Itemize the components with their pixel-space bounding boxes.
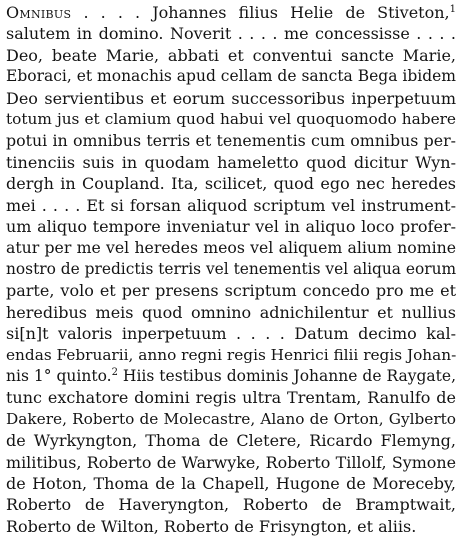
- text-line-2: salutem in domino. Noverit . . . . me concessisse . . . .: [6, 24, 456, 44]
- text-line-12: atur per me vel heredes meos vel aliquem alium nomine: [6, 238, 456, 258]
- text-line-10: mei . . . . Et si forsan aliquod scriptum vel instrument-: [6, 195, 456, 215]
- text-line-22: militibus, Roberto de Warwyke, Roberto Tillolf, Symone: [6, 452, 456, 472]
- text-line-1: Omnibus . . . . Johannes filius Helie de Stiveton,$^1$: [6, 3, 456, 22]
- text-line-17: endas Februarii, anno regni regis Henrici filii regis Johan-: [6, 345, 457, 364]
- text-line-20: Dakere, Roberto de Molecastre, Alano de Orton, Gylberto: [6, 409, 456, 428]
- text-line-14: parte, volo et per presens scriptum concedo pro me et: [6, 281, 456, 301]
- text-line-15: heredibus meis quod omnino adnichilentur et nullius: [6, 302, 456, 322]
- opening-word: Omnibus: [6, 3, 72, 22]
- text-line-11: um aliquo tempore inveniatur vel in aliquo loco profer-: [6, 217, 456, 237]
- text-line-5: Deo servientibus et eorum successoribus inperpetuum: [6, 88, 456, 108]
- text-line-9: dergh in Coupland. Ita, scilicet, quod ego nec heredes: [6, 174, 456, 194]
- text-line-18: nis 1° quinto.$^2$ Hiis testibus dominis Johanne de Raygate,: [6, 366, 457, 385]
- footnote-marker-2: 2: [111, 366, 118, 378]
- text-line-16: si[n]t valoris inperpetuum . . . . Datum decimo kal-: [6, 324, 456, 344]
- text-line-21: de Wyrkyngton, Thoma de Cletere, Ricardo Flemyng,: [6, 431, 456, 451]
- text-line-25: Roberto de Wilton, Roberto de Frisyngton, et aliis.: [6, 516, 417, 536]
- charter-text-block: [6, 2, 456, 537]
- text-line-23: de Hoton, Thoma de la Chapell, Hugone de Moreceby,: [6, 473, 456, 493]
- text-line-6: totum jus et clamium quod habui vel quoquomodo habere: [6, 110, 456, 129]
- text-line-24: Roberto de Haveryngton, Roberto de Bramptwait,: [6, 495, 456, 515]
- text-line-7: potui in omnibus terris et tenementis cum omnibus per-: [6, 131, 456, 151]
- text-line-4: Eboraci, et monachis apud cellam de sancta Bega ibidem: [6, 67, 456, 86]
- text-line-8: tinenciis suis in quodam hameletto quod dicitur Wyn-: [6, 152, 456, 172]
- text-line-3: Deo, beate Marie, abbati et conventui sancte Marie,: [6, 45, 456, 65]
- text-line-19: tunc exchatore domini regis ultra Trentam, Ranulfo de: [6, 388, 456, 408]
- footnote-marker-1: 1: [449, 4, 456, 15]
- text-line-13: nostro de predictis terris vel tenementis vel aliqua eorum: [6, 259, 457, 278]
